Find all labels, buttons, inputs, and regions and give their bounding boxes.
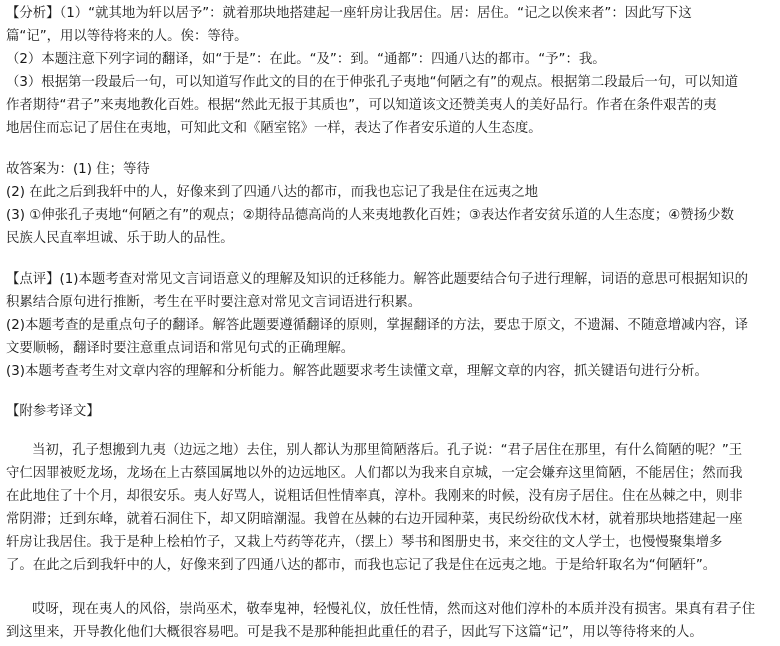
review-line: 积累结合原句进行推断，考生在平时要注意对常见文言词语进行积累。 (6, 295, 422, 310)
translation-line: 守仁因罪被贬龙场，龙场在上古蔡国属地以外的边远地区。人们都以为我来自京城，一定会嫌弃这里简陋，不能居住；然而我 (6, 466, 743, 481)
translation-heading: 【附参考译文】 (6, 404, 100, 419)
analysis-line: （3）根据第一段最后一句，可以知道写作此文的目的在于伸张孔子夷地“何陋之有”的观点。根据第二段最后一句，可以知道 (6, 75, 739, 90)
analysis-line: （2）本题注意下列字词的翻译，如“于是”：在此。“及”：到。“通都”：四通八达的都市。“予”：我。 (6, 52, 606, 67)
analysis-line: 【分析】（1）“就其地为轩以居予”：就着那块地搭建起一座轩房让我居住。居：居住。“记之以俟来者”：因此写下这 (6, 6, 692, 21)
translation-paragraph-1 (6, 439, 774, 577)
analysis-section (6, 2, 774, 140)
translation-line: 哎呀，现在夷人的风俗，崇尚巫术，敬奉鬼神，轻慢礼仪，放任性情，然而这对他们淳朴的本质并没有损害。果真有君子住 (32, 602, 756, 617)
analysis-line: 篇“记”，用以等待将来的人。俟：等待。 (6, 29, 248, 44)
translation-line: 到这里来，开导教化他们大概很容易吧。可是我不是那种能担此重任的君子，因此写下这篇“记”，用以等待将来的人。 (6, 625, 703, 640)
answer-line: 民族人民直率坦诚、乐于助人的品性。 (6, 231, 234, 246)
review-line: (2)本题考查的是重点句子的翻译。解答此题要遵循翻译的原则，掌握翻译的方法，要忠于原文，不遗漏、不随意增减内容，译 (6, 318, 749, 333)
answer-section (6, 158, 774, 250)
answer-line: (3) ①伸张孔子夷地“何陋之有”的观点；②期待品德高尚的人来夷地教化百姓；③表达作者安贫乐道的人生态度；④赞扬少数 (6, 208, 734, 223)
review-line: 【点评】(1)本题考查对常见文言词语意义的理解及知识的迁移能力。解答此题要结合句子进行理解，词语的意思可根据知识的 (6, 272, 749, 287)
translation-line: 轩房让我居住。我于是种上桧柏竹子，又栽上芍药等花卉，（摆上）琴书和图册史书，来交往的文人学士，也慢慢聚集增多 (6, 535, 723, 550)
translation-line: 在此地住了十个月，却很安乐。夷人好骂人，说粗话但性情率真，淳朴。我刚来的时候，没有房子居住。住在丛棘之中，则非 (6, 489, 743, 504)
translation-paragraph-2 (6, 598, 774, 644)
answer-line: 故答案为：(1) 住；等待 (6, 162, 150, 177)
analysis-line: 地居住而忘记了居住在夷地，可知此文和《陋室铭》一样，表达了作者安乐道的人生态度。 (6, 121, 542, 136)
review-section (6, 268, 774, 383)
answer-line: (2) 在此之后到我轩中的人，好像来到了四通八达的都市，而我也忘记了我是住在远夷之地 (6, 185, 539, 200)
analysis-line: 作者期待“君子”来夷地教化百姓。根据“然此无报于其质也”，可以知道该文还赞美夷人的美好品行。作者在条件艰苦的夷 (6, 98, 717, 113)
review-line: 文要顺畅，翻译时要注意重点词语和常见句式的正确理解。 (6, 341, 355, 356)
translation-line: 常阴滞；迁到东峰，就着石洞住下，却又阴暗潮湿。我曾在丛棘的右边开园种菜，夷民纷纷砍伐木材，就着那块地搭建起一座 (6, 512, 743, 527)
translation-line: 当初，孔子想搬到九夷（边远之地）去住，别人都认为那里简陋落后。孔子说：“君子居住在那里，有什么简陋的呢？”王 (32, 443, 743, 458)
review-line: (3)本题考查考生对文章内容的理解和分析能力。解答此题要求考生读懂文章，理解文章的内容，抓关键语句进行分析。 (6, 364, 708, 379)
translation-heading-block (6, 400, 774, 423)
translation-line: 了。在此之后到我轩中的人，好像来到了四通八达的都市，而我也忘记了我是住在远夷之地。于是给轩取名为“何陋轩”。 (6, 558, 717, 573)
